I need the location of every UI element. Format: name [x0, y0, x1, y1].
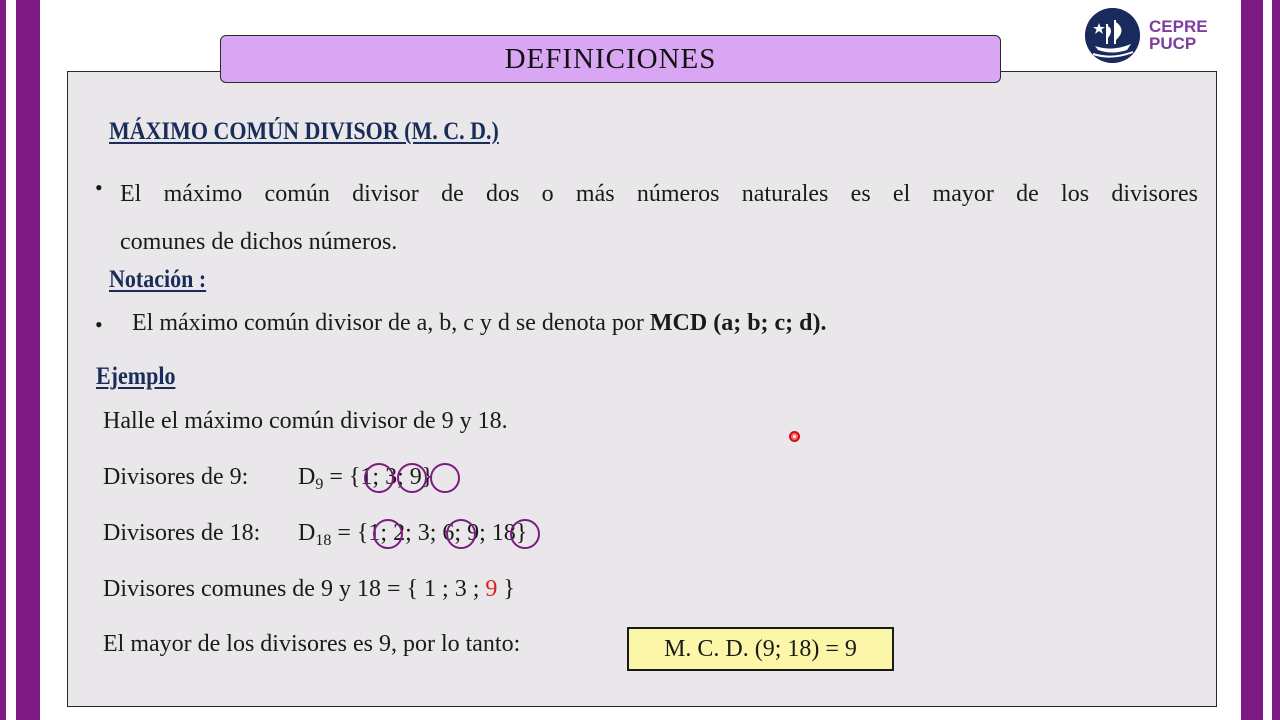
common-divisors-line [103, 576, 515, 603]
divisors-9-label: Divisores de 9: [103, 464, 249, 490]
logo-text [1149, 18, 1208, 52]
circle-mark-9-1 [364, 463, 394, 493]
divisors-9-symbol: D [298, 464, 316, 490]
circle-mark-9-3 [397, 463, 427, 493]
common-divisors-label: Divisores comunes de 9 y 18 [103, 576, 381, 602]
definition-line-1: El máximo común divisor de dos o más números naturales es el mayor de los divisores [120, 181, 1198, 207]
slide-title: DEFINICIONES [504, 42, 717, 75]
content-panel [67, 71, 1217, 707]
notation-heading: Notación : [109, 266, 207, 293]
circle-mark-18-9 [510, 519, 540, 549]
mcd-heading: MÁXIMO COMÚN DIVISOR (M. C. D.) [109, 118, 499, 145]
notation-formula: MCD (a; b; c; d). [649, 310, 827, 336]
common-divisors-set-close: } [503, 576, 515, 602]
conclusion-text: El mayor de los divisores es 9, por lo tanto: [103, 631, 521, 657]
left-border-stripe-outer [0, 0, 6, 720]
divisors-18-subscript: 18 [315, 532, 332, 549]
cepre-pucp-logo [1085, 8, 1225, 64]
right-border-stripe-outer [1272, 0, 1280, 720]
common-divisors-max: 9 [485, 576, 498, 602]
definition-line-2: comunes de dichos números. [120, 229, 398, 255]
example-heading: Ejemplo [96, 363, 176, 390]
result-box [627, 627, 894, 671]
circle-mark-18-1 [373, 519, 403, 549]
divisors-9-set: = {1; 3; 9} [329, 464, 434, 490]
laser-pointer-icon [789, 431, 800, 442]
example-prompt: Halle el máximo común divisor de 9 y 18. [103, 408, 508, 434]
ship-emblem-icon [1085, 8, 1140, 63]
divisors-18-formula [298, 520, 527, 550]
divisors-9-subscript: 9 [315, 476, 324, 493]
definition-bullet: • [95, 175, 103, 200]
logo-line-2: PUCP [1149, 34, 1197, 53]
slide-title-bar [220, 35, 1001, 83]
logo-line-1: CEPRE [1149, 17, 1208, 36]
common-divisors-set-open: = { 1 ; 3 ; [386, 576, 480, 602]
divisors-18-symbol: D [298, 520, 316, 546]
definition-paragraph [120, 170, 1198, 266]
left-border-stripe [16, 0, 40, 720]
notation-sentence: El máximo común divisor de a, b, c y d se denota por [132, 310, 644, 336]
right-border-stripe [1241, 0, 1263, 720]
circle-mark-9-9 [430, 463, 460, 493]
divisors-18-set: = {1; 2; 3; 6; 9; 18} [337, 520, 528, 546]
circle-mark-18-3 [446, 519, 476, 549]
result-formula: M. C. D. (9; 18) = 9 [664, 635, 857, 662]
notation-bullet: • [95, 312, 103, 337]
divisors-18-label: Divisores de 18: [103, 520, 261, 546]
notation-text [132, 310, 827, 337]
